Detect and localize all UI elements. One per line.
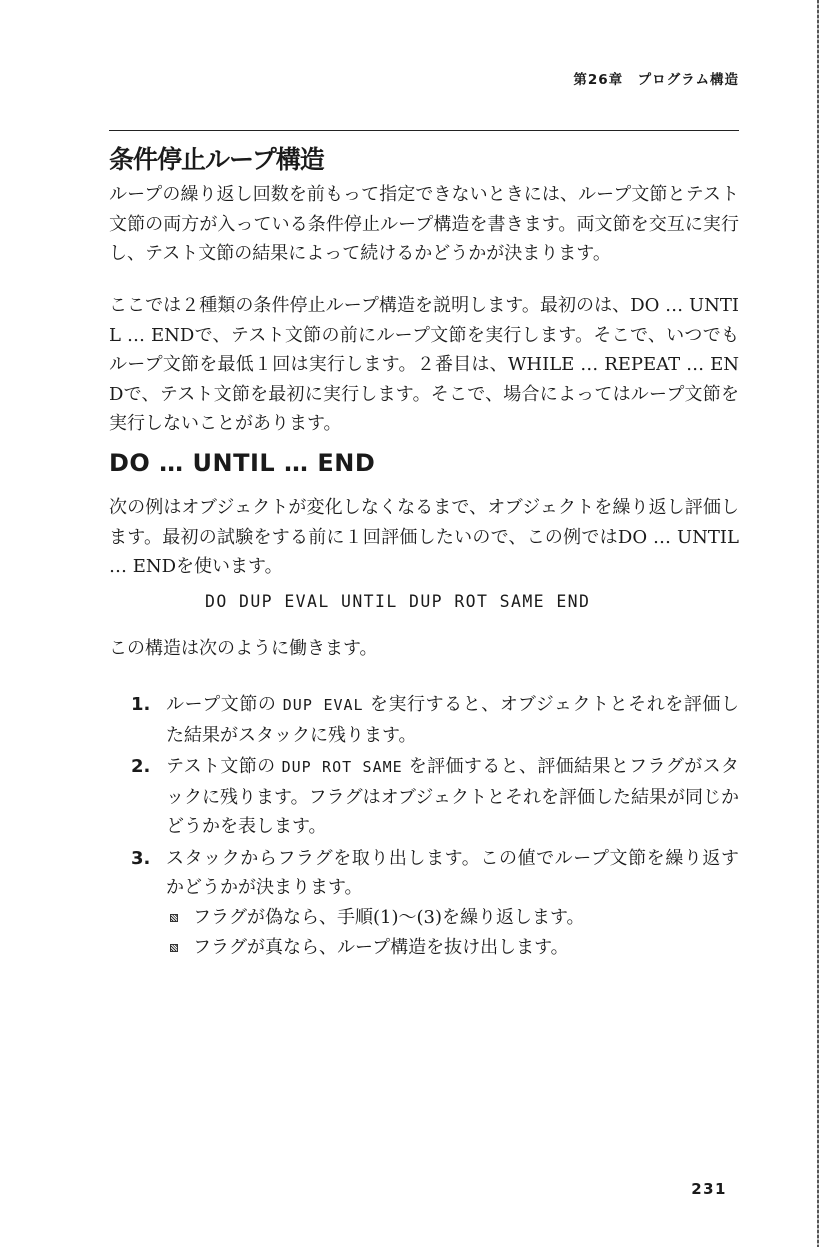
- step-number: 2.: [131, 756, 151, 777]
- bullet-square-icon: [170, 914, 178, 922]
- book-page: [109, 0, 739, 1247]
- step-item: [131, 752, 739, 842]
- step-text-post: を実行すると、オブジェクトとそれを評価した結果がスタックに残ります。: [166, 694, 739, 746]
- page-edge: [817, 0, 819, 1247]
- bullet-text: フラグが真なら、ループ構造を抜け出します。: [193, 936, 569, 958]
- bullet-text: フラグが偽なら、手順(1)〜(3)を繰り返します。: [193, 906, 585, 928]
- section-rule: [109, 130, 739, 131]
- bullet-square-icon: [170, 944, 178, 952]
- section-title: 条件停止ループ構造: [109, 145, 324, 174]
- step-text-pre: スタックからフラグを取り出します。この値でループ文節を繰り返すかどうかが決まります。: [166, 847, 739, 898]
- step-item: [131, 690, 739, 750]
- section-paragraph-1: ループの繰り返し回数を前もって指定できないときには、ループ文節とテスト文節の両方が入っている条件停止ループ構造を書きます。両文節を交互に実行し、テスト文節の結果によって続けるかどうかが決まります。: [109, 184, 739, 264]
- bullet-item: [166, 933, 739, 963]
- bullet-item: [166, 903, 739, 933]
- subsection-paragraph-2: この構造は次のように働きます。: [109, 638, 378, 659]
- running-head: 第26章 プログラム構造: [573, 72, 739, 88]
- step-text-pre: ループ文節の: [166, 694, 283, 715]
- page-number: 231: [691, 1180, 727, 1198]
- step-text: [166, 752, 739, 842]
- step-number: 3.: [131, 847, 151, 869]
- section-paragraph-2: ここでは２種類の条件停止ループ構造を説明します。最初のは、DO … UNTIL … ENDで、テスト文節の前にループ文節を実行します。そこで、いつでもループ文節を最低１回は実行します。２番目は、WHILE … REPEAT … ENDで、テスト文節を最初に実行します。そこで、場合によってはループ文節を実行しないことがあります。: [109, 295, 739, 434]
- code-example: DO DUP EVAL UNTIL DUP ROT SAME END: [205, 592, 591, 611]
- step-text: [166, 690, 739, 750]
- step-text-pre: テスト文節の: [166, 756, 282, 777]
- step-code: DUP EVAL: [282, 696, 364, 714]
- subsection-paragraph-1: 次の例はオブジェクトが変化しなくなるまで、オブジェクトを繰り返し評価します。最初の試験をする前に１回評価したいので、この例ではDO … UNTIL … ENDを使います。: [109, 497, 739, 577]
- step-text: [166, 844, 739, 903]
- step-text-post: を評価すると、評価結果とフラグがスタックに残ります。フラグはオブジェクトとそれを評価した結果が同じかどうかを表します。: [166, 756, 739, 837]
- step-number: 1.: [131, 694, 151, 715]
- subsection-title: DO … UNTIL … END: [109, 449, 376, 477]
- step-code: DUP ROT SAME: [281, 758, 403, 776]
- step-item: [131, 844, 739, 963]
- step-list: [131, 690, 739, 965]
